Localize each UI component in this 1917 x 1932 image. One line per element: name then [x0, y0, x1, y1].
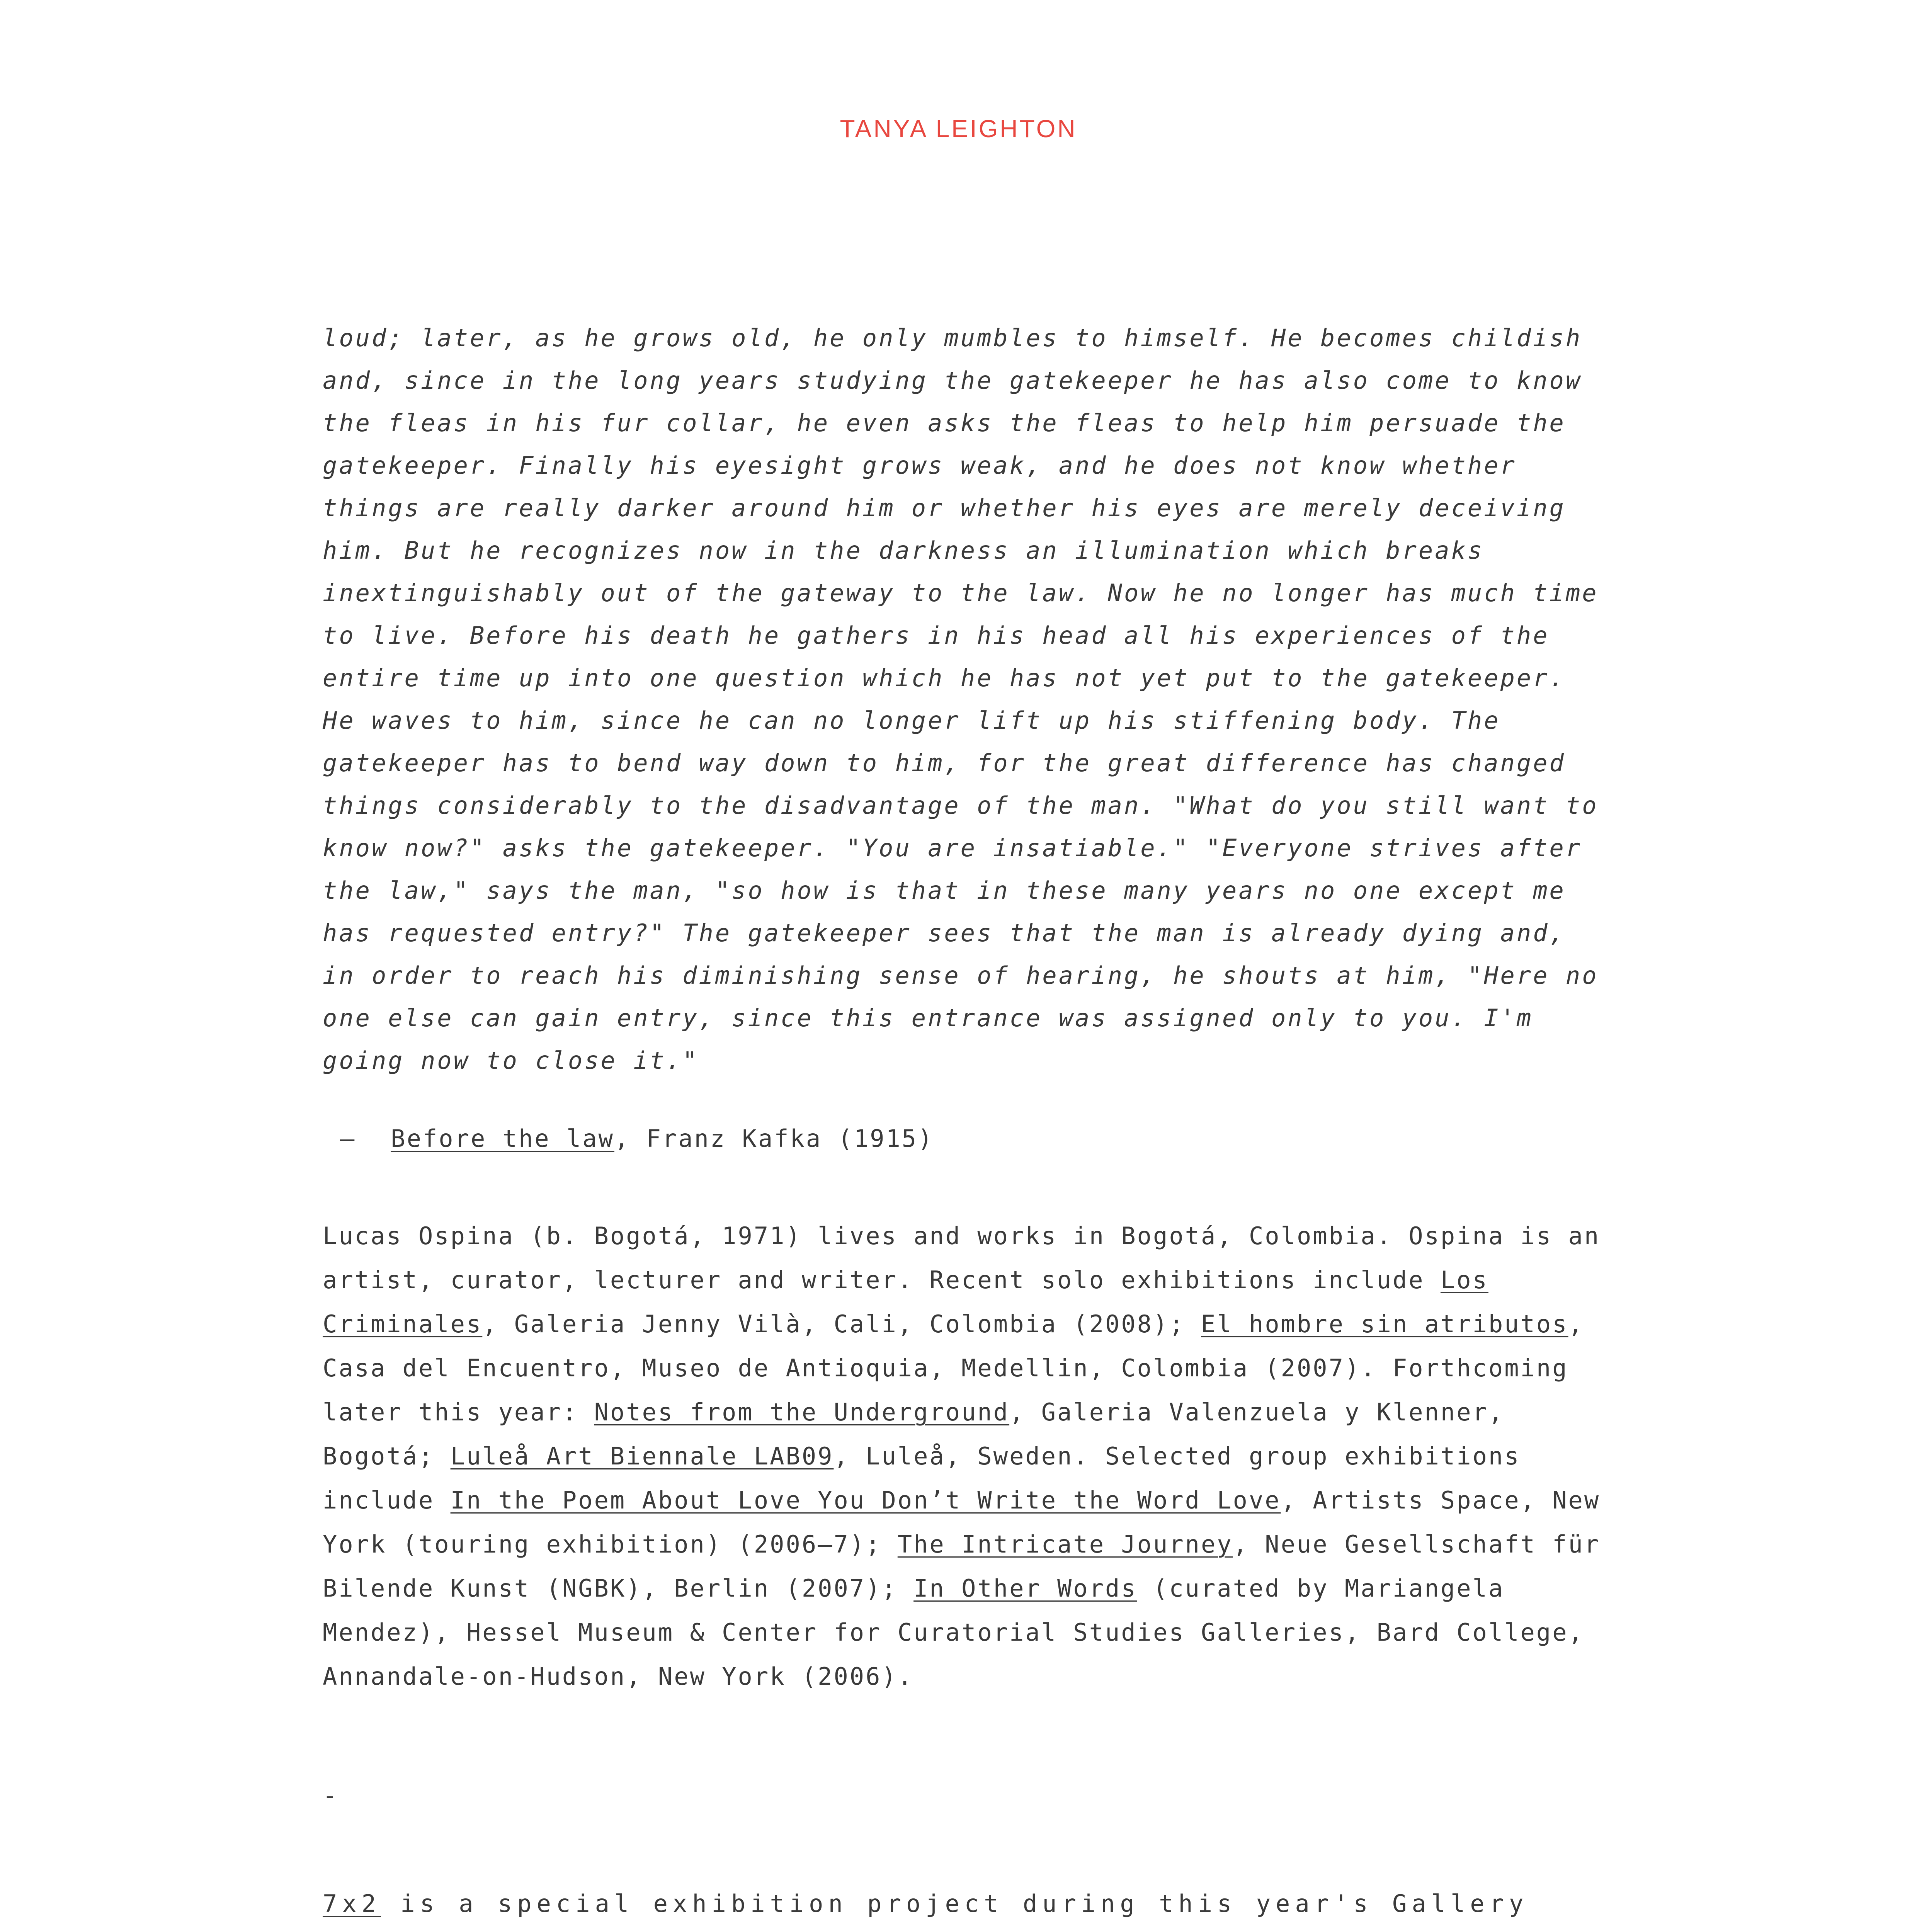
- bio-text-5: , Luleå, Sweden. Selected group exhibitions include: [323, 1442, 1521, 1514]
- notes-from-the-underground-link[interactable]: Notes from the Underground: [594, 1398, 1010, 1426]
- 7x2-link[interactable]: 7x2: [323, 1889, 381, 1918]
- bio-text-1: Lucas Ospina (b. Bogotá, 1971) lives and works in Bogotá, Colombia. Ospina is an artist, curator, lecturer and writer. Recent solo exhibitions include: [323, 1222, 1601, 1294]
- kafka-quote: loud; later, as he grows old, he only mumbles to himself. He becomes childish and, since in the long years studying the gatekeeper he has also come to know the fleas in his fur collar, he even asks the fleas to help him persuade the gatekeeper. Finally his eyesight grows weak, and he does not know whether things are really darker around him or whether his eyes are merely deceiving him. But he recognizes now in the darkness an illumination which breaks inextinguishably out of the gateway to the law. Now he no longer has much time to live. Before his death he gathers in his head all his experiences of the entire time up into one question which he has not yet put to the gatekeeper. He waves to him, since he can no longer lift up his stiffening body. The gatekeeper has to bend way down to him, for the great difference has changed things considerably to the disadvantage of the man. "What do you still want to know now?" asks the gatekeeper. "You are insatiable." "Everyone strives after the law," says the man, "so how is that in these many years no one except me has requested entry?" The gatekeeper sees that the man is already dying and, in order to reach his diminishing sense of hearing, he shouts at him, "Here no one else can gain entry, since this entrance was assigned only to you. I'm going now to close it.": [323, 324, 1599, 1075]
- attribution-author: , Franz Kafka (1915): [614, 1124, 934, 1153]
- project-text: is a special exhibition project during this year's Gallery: [400, 1889, 1529, 1918]
- bio-text-4: , Galeria Valenzuela y Klenner, Bogotá;: [323, 1398, 1505, 1470]
- in-other-words-link[interactable]: In Other Words: [913, 1574, 1137, 1602]
- section-separator: -: [323, 1781, 337, 1810]
- quote-attribution: [340, 1124, 934, 1153]
- page-title: TANYA LEIGHTON: [840, 115, 1077, 143]
- bio-text-3: , Casa del Encuentro, Museo de Antioquia, Medellin, Colombia (2007). Forthcoming later this year:: [323, 1310, 1584, 1426]
- lulea-art-biennale-link[interactable]: Luleå Art Biennale LAB09: [450, 1442, 834, 1470]
- poem-about-love-link[interactable]: In the Poem About Love You Don’t Write the Word Love: [450, 1486, 1281, 1514]
- artist-bio: [323, 1214, 1606, 1699]
- bio-text-8: (curated by Mariangela Mendez), Hessel Museum & Center for Curatorial Studies Galleries, Bard College, Annandale-on-Hudson, New York (2006).: [323, 1574, 1584, 1690]
- los-criminales-link[interactable]: Los Criminales: [323, 1266, 1488, 1338]
- before-the-law-link[interactable]: Before the law: [391, 1124, 614, 1153]
- attribution-dash: —: [340, 1124, 356, 1153]
- bio-text-6: , Artists Space, New York (touring exhibition) (2006–7);: [323, 1486, 1601, 1558]
- intricate-journey-link[interactable]: The Intricate Journey: [897, 1530, 1233, 1558]
- el-hombre-sin-atributos-link[interactable]: El hombre sin atributos: [1201, 1310, 1568, 1338]
- project-description: [323, 1882, 1598, 1932]
- bio-text-7: , Neue Gesellschaft für Bilende Kunst (NGBK), Berlin (2007);: [323, 1530, 1601, 1602]
- bio-text-2: , Galeria Jenny Vilà, Cali, Colombia (2008);: [482, 1310, 1201, 1338]
